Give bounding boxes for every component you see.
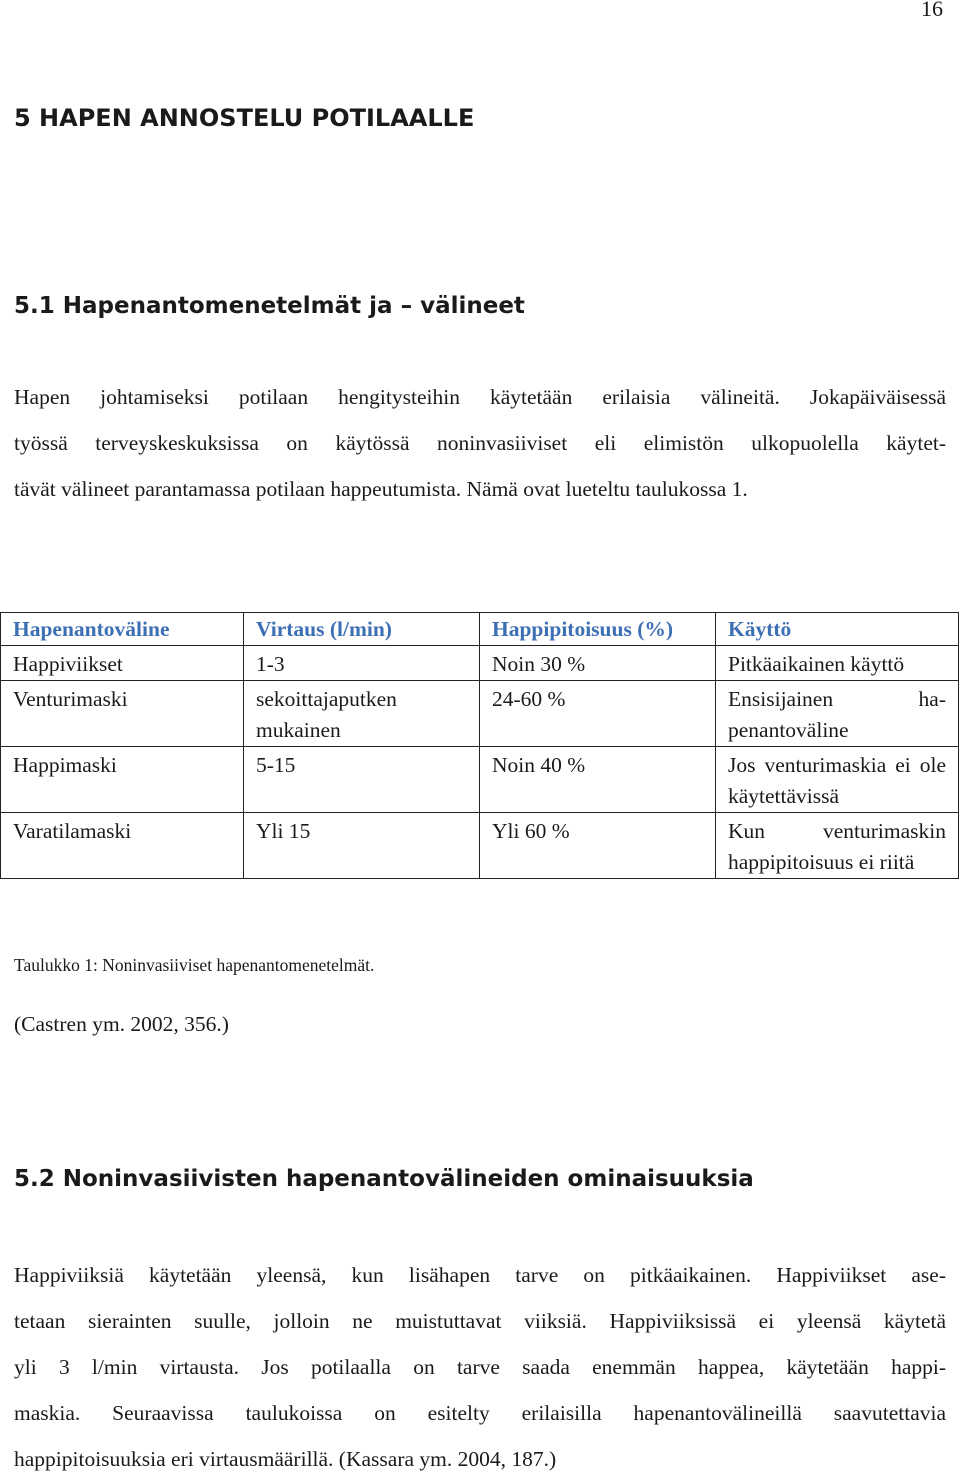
table-cell: Noin 40 % [480, 747, 716, 813]
table-cell: 1-3 [244, 646, 480, 681]
table-cell: Pitkäaikainen käyttö [716, 646, 959, 681]
header-cell-device: Hapenantoväline [1, 613, 244, 646]
paragraph-line: happipitoisuuksia eri virtausmäärillä. (Kassara ym. 2004, 187.) [14, 1447, 557, 1471]
table-cell: 5-15 [244, 747, 480, 813]
section-heading-5-2: 5.2 Noninvasiivisten hapenantovälineiden ominaisuuksia [14, 1166, 754, 1192]
header-cell-concentration: Happipitoisuus (%) [480, 613, 716, 646]
table-row [1, 747, 959, 813]
table-cell: 24-60 % [480, 681, 716, 747]
section-2-paragraph [14, 1263, 946, 1473]
table-header-row [1, 613, 959, 646]
header-cell-flow: Virtaus (l/min) [244, 613, 480, 646]
chapter-heading: 5 HAPEN ANNOSTELU POTILAALLE [14, 104, 475, 132]
paragraph-line: tävät välineet parantamassa potilaan happeutumista. Nämä ovat lueteltu taulukossa 1. [14, 477, 748, 501]
table-caption: Taulukko 1: Noninvasiiviset hapenantomenetelmät. [14, 955, 375, 975]
table-cell: Venturimaski [1, 681, 244, 747]
table-cell: Varatilamaski [1, 813, 244, 879]
table-cell: Jos venturimaskia ei ole käytettävissä [716, 747, 959, 813]
page-number: 16 [921, 0, 943, 21]
table-source: (Castren ym. 2002, 356.) [14, 1012, 229, 1036]
paragraph-line: Happiviiksiä käytetään yleensä, kun lisähapen tarve on pitkäaikainen. Happiviikset ase- [14, 1263, 946, 1287]
table-cell: Ensisijainen ha-penantoväline [716, 681, 959, 747]
table-row [1, 813, 959, 879]
paragraph-line: maskia. Seuraavissa taulukoissa on esitelty erilaisilla hapenantovälineillä saavutettavia [14, 1401, 946, 1425]
section-heading-5-1: 5.1 Hapenantomenetelmät ja – välineet [14, 293, 525, 319]
table-cell: Happiviikset [1, 646, 244, 681]
table-cell: Noin 30 % [480, 646, 716, 681]
paragraph-line: Hapen johtamiseksi potilaan hengitysteihin käytetään erilaisia välineitä. Jokapäiväisessä [14, 385, 946, 409]
table-row [1, 646, 959, 681]
table-cell: Yli 15 [244, 813, 480, 879]
section-1-paragraph [14, 385, 946, 525]
table-cell: Happimaski [1, 747, 244, 813]
table-cell: sekoittajaputken mukainen [244, 681, 480, 747]
paragraph-line: tetaan sierainten suulle, jolloin ne muistuttavat viiksiä. Happiviiksissä ei yleensä käytetä [14, 1309, 946, 1333]
table-row [1, 681, 959, 747]
header-cell-usage: Käyttö [716, 613, 959, 646]
paragraph-line: yli 3 l/min virtausta. Jos potilaalla on tarve saada enemmän happea, käytetään happi- [14, 1355, 946, 1379]
table-cell: Kun venturimaskin happipitoisuus ei riitä [716, 813, 959, 879]
oxygen-devices-table [0, 612, 959, 879]
table-cell: Yli 60 % [480, 813, 716, 879]
paragraph-line: työssä terveyskeskuksissa on käytössä noninvasiiviset eli elimistön ulkopuolella käytet- [14, 431, 946, 455]
